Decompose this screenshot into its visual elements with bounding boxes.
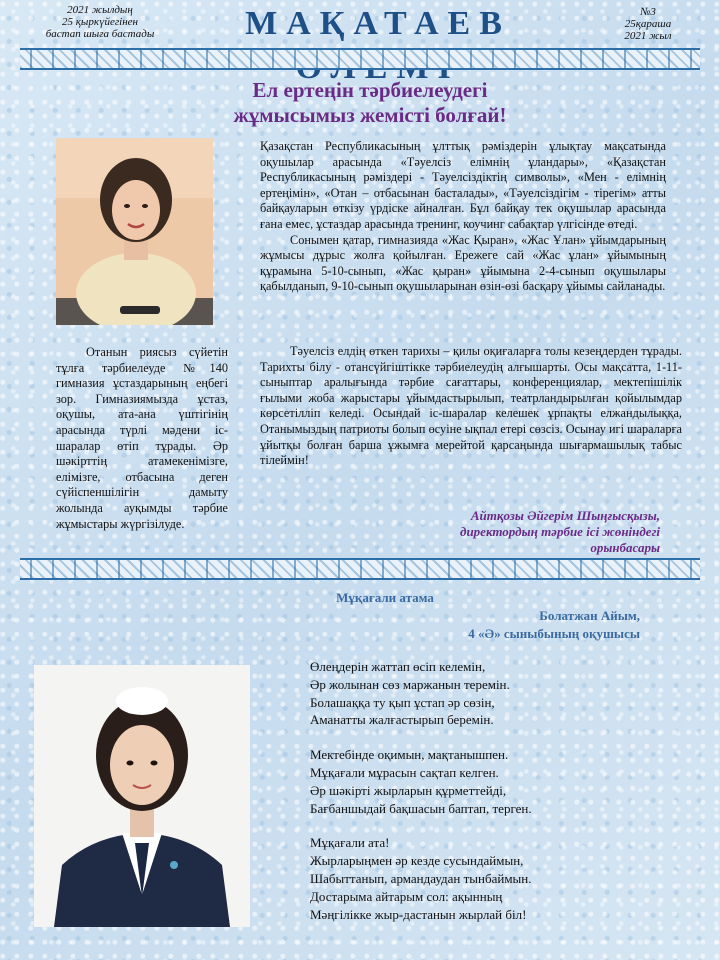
ornament-border-middle (20, 558, 700, 580)
signature-position: директордың тәрбие ісі жөніндегі (460, 524, 660, 539)
signature-name: Айтқозы Әйгерім Шыңғысқызы, (470, 508, 660, 523)
issue-year: 2021 жыл (624, 30, 672, 42)
poem-author-class: 4 «Ә» сыныбының оқушысы (468, 626, 640, 641)
issue-number: №3 (640, 6, 656, 18)
poem-line: Достарыма айтарым сол: ақынның (310, 888, 503, 904)
poem-line: Мұқағали ата! (310, 835, 390, 851)
article-signature (420, 508, 660, 556)
poem-line: Мәңгілікке жыр-дастанын жырлай біл! (310, 906, 527, 922)
article-paragraph: Отанын риясыз сүйетін тұлға тәрбиелеуде №140 гимназия ұстаздарының еңбегі зор. Гимназиямызда ұстаз, оқушы, ата-ана үштігінің арасында түрлі мәдени іс-шаралар өтіп тұрады. Әр шәкірттің атамекенімізге, елімізге, отбасына деген сүйіспеншілігін дамыту жолында ауқымды тәрбие жұмыстары жүргізілуде. (56, 345, 228, 531)
poem-line: Шабыттанып, армандаудан тынбаймын. (310, 870, 532, 886)
poem-author-name: Болатжан Айым, (539, 608, 640, 623)
poem-author (390, 607, 640, 643)
article-left-column (56, 345, 228, 532)
issue-start-line: 25 қыркүйегінен (61, 16, 139, 28)
issue-info (608, 6, 688, 42)
poem-line: Мұқағали мұрасын сақтап келген. (310, 764, 499, 780)
poem-line: Аманатты жалғастырып беремін. (310, 712, 494, 728)
poem-line: Мектебінде оқимын, мақтанышпен. (310, 747, 509, 763)
poem-text (310, 658, 610, 940)
issue-date: 25қараша (624, 18, 672, 30)
issue-start-line: бастап шыға бастады (45, 28, 155, 40)
poem-line: Болашаққа ту қып ұстап әр сөзін, (310, 694, 495, 710)
headline-line: жұмысымыз жемісті болғай! (233, 103, 507, 127)
poem-line: Жырларыңмен әр кезде сусындаймын, (310, 853, 524, 869)
poem-line: Әр жолынан сөз маржанын теремін. (310, 676, 510, 692)
article-right-column-top (260, 139, 666, 295)
article-paragraph: Тәуелсіз елдің өткен тарихы – қилы оқиғаларға толы кезеңдерден тұрады. Тарихты білу - отансүйгіштікке тәрбиелеудің алғышарты. Осы мақсатта, 1-11-сыныптар аралығында тәрбие сағаттары, конференциялар, мектепішілік ғылыми жоба жарыстары ұйымдастырылып, театрландырылған қойылымдар көрсетілліп келеді. Осындай іс-шаралар келешек ұрпақты елжандылыққа, Отанымыздың патриоты болып өсуіне ықпал етері сөзсіз. Осынау игі шараларға ұйытқы болған барша ұжымға мерейтой қарсаңында шығармашылық табыс тілеймін! (260, 344, 682, 468)
article-headline (150, 78, 590, 128)
ornament-border-top (20, 48, 700, 70)
poem-stanza (310, 746, 610, 817)
poem-stanza (310, 834, 610, 923)
poem-line: Әр шәкірті жырларын құрметтейді, (310, 782, 507, 798)
author-photo (56, 138, 213, 325)
issue-start-line: 2021 жылдың (67, 4, 133, 16)
poem-title: Мұқағали атама (336, 590, 434, 605)
article-paragraph: Қазақстан Республикасының ұлттық рәміздерін ұлықтау мақсатында оқушылар арасында «Тәуелсіз елімнің ұландары», «Қазақстан Республикасының рәміздері - Тәуелсіздіктің символы», «Мен - елімнің ертеңімін», «Отан – отбасынан басталады», «Тәуелсіздігім - тірегім» атты байқауларын өткізу үрдіске айналған. Бұл байқау тек оқушылар арасында ғана емес, ұстаздар арасында тренинг, коучинг сабақтар үлгісінде өтеді. (260, 139, 666, 231)
article-paragraph: Сонымен қатар, гимназияда «Жас Қыран», «Жас Ұлан» ұйымдарының жұмысы дұрыс жолға қойылған. Ережеге сай «Жас ұлан» ұйымының құрамына 5-10-сынып, «Жас қыран» ұйымына 2-4-сынып оқушылары қабылданып, 9-10-сынып оқушыларынан өзін-өзі басқару ұйымы сайланады. (260, 232, 666, 294)
article-right-column-bottom (260, 344, 682, 469)
student-photo (34, 665, 250, 927)
headline-line: Ел ертеңін тәрбиелеудегі (252, 78, 488, 102)
poem-stanza (310, 658, 610, 729)
issue-start-note (30, 4, 170, 40)
signature-position: орынбасары (590, 540, 660, 555)
poem-line: Бағбаншыдай бақшасын баптап, терген. (310, 800, 532, 816)
poem-line: Өлеңдерін жаттап өсіп келемін, (310, 659, 486, 674)
newspaper-masthead: МАҚАТАЕВ (245, 5, 511, 42)
